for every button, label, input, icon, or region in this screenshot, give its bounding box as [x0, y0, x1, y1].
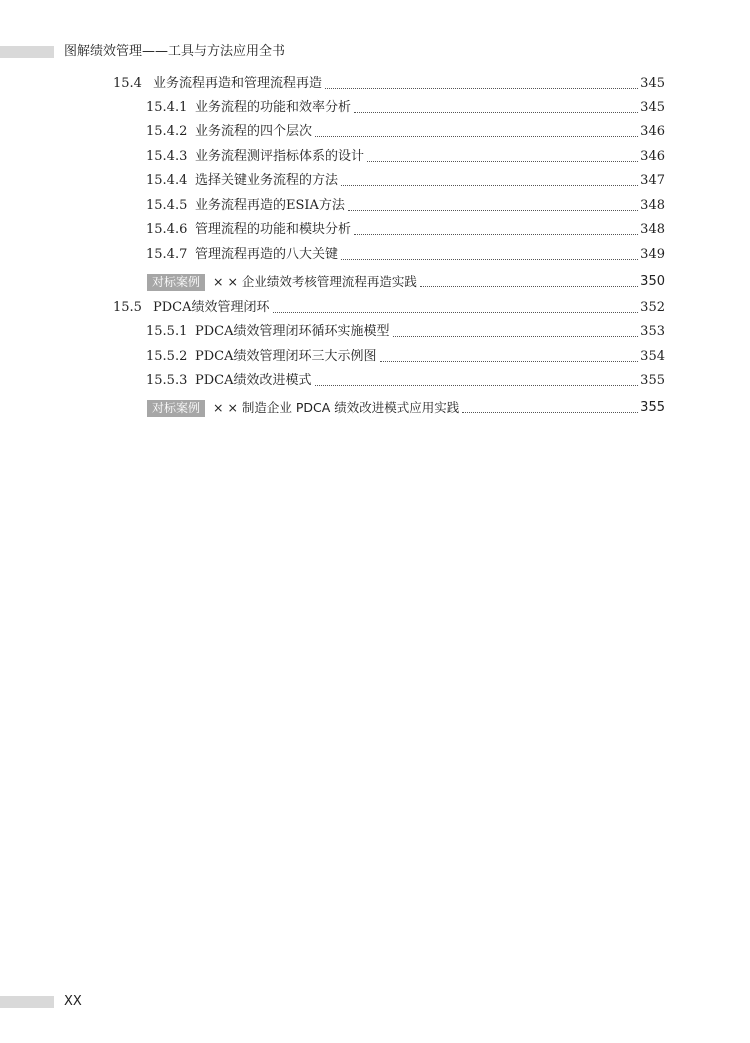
- case-badge: 对标案例: [147, 400, 205, 417]
- entry-title: PDCA绩效管理闭环循环实施模型: [195, 324, 390, 339]
- entry-number: 15.4.3: [146, 149, 188, 164]
- entry-title: PDCA绩效管理闭环三大示例图: [195, 349, 377, 364]
- entry-page: 345: [640, 76, 665, 91]
- entry-page: 345: [640, 100, 665, 115]
- dot-leader: [325, 87, 638, 89]
- entry-title: 业务流程的四个层次: [195, 124, 313, 139]
- entry-page: 346: [640, 149, 665, 164]
- dot-leader: [420, 285, 638, 287]
- entry-page: 347: [640, 173, 665, 188]
- entry-page: 349: [640, 247, 665, 262]
- toc-subsection-entry: [146, 322, 665, 342]
- header-gray-bar: [0, 46, 54, 58]
- entry-number: 15.4.2: [146, 124, 188, 139]
- entry-number: 15.5.3: [146, 373, 188, 388]
- toc-subsection-entry: [146, 196, 665, 216]
- entry-page: 353: [640, 324, 665, 339]
- entry-title: × × 企业绩效考核管理流程再造实践: [213, 274, 417, 289]
- toc-subsection-entry: [146, 371, 665, 391]
- entry-number: 15.5.2: [146, 349, 188, 364]
- running-footer: [0, 994, 750, 1012]
- toc-subsection-entry: [146, 147, 665, 167]
- entry-title: PDCA绩效管理闭环: [153, 300, 270, 315]
- entry-page: 346: [640, 124, 665, 139]
- toc-section-entry: [113, 298, 665, 318]
- entry-title: 业务流程再造的ESIA方法: [195, 198, 345, 213]
- book-title: 图解绩效管理——工具与方法应用全书: [64, 44, 286, 59]
- entry-title: 管理流程再造的八大关键: [195, 247, 339, 262]
- entry-page: 350: [640, 274, 665, 289]
- dot-leader: [348, 209, 638, 211]
- entry-number: 15.5.1: [146, 324, 188, 339]
- toc-subsection-entry: [146, 122, 665, 142]
- entry-page: 352: [640, 300, 665, 315]
- toc-subsection-entry: [146, 347, 665, 367]
- entry-number: 15.4.4: [146, 173, 188, 188]
- dot-leader: [462, 411, 638, 413]
- entry-page: 348: [640, 222, 665, 237]
- entry-number: 15.4.7: [146, 247, 188, 262]
- toc-case-entry: [147, 272, 665, 292]
- entry-page: 354: [640, 349, 665, 364]
- case-badge: 对标案例: [147, 274, 205, 291]
- toc-subsection-entry: [146, 245, 665, 265]
- dot-leader: [315, 384, 639, 386]
- entry-page: 348: [640, 198, 665, 213]
- entry-title: 选择关键业务流程的方法: [195, 173, 339, 188]
- entry-page: 355: [640, 373, 665, 388]
- entry-number: 15.4: [113, 76, 142, 91]
- dot-leader: [354, 233, 638, 235]
- dot-leader: [367, 160, 638, 162]
- entry-number: 15.4.6: [146, 222, 188, 237]
- dot-leader: [273, 311, 639, 313]
- dot-leader: [354, 111, 638, 113]
- toc-subsection-entry: [146, 220, 665, 240]
- toc-subsection-entry: [146, 98, 665, 118]
- footer-gray-bar: [0, 996, 54, 1008]
- entry-title: 管理流程的功能和模块分析: [195, 222, 352, 237]
- entry-number: 15.4.5: [146, 198, 188, 213]
- entry-number: 15.5: [113, 300, 142, 315]
- entry-page: 355: [640, 400, 665, 415]
- dot-leader: [315, 135, 638, 137]
- toc-subsection-entry: [146, 171, 665, 191]
- folio: XX: [64, 994, 82, 1009]
- entry-title: 业务流程的功能和效率分析: [195, 100, 352, 115]
- running-header: [0, 43, 750, 61]
- entry-title: × × 制造企业 PDCA 绩效改进模式应用实践: [213, 400, 460, 415]
- toc-case-entry: [147, 398, 665, 418]
- entry-title: 业务流程测评指标体系的设计: [195, 149, 365, 164]
- toc-section-entry: [113, 74, 665, 94]
- entry-title: 业务流程再造和管理流程再造: [153, 76, 323, 91]
- entry-number: 15.4.1: [146, 100, 188, 115]
- dot-leader: [380, 360, 639, 362]
- dot-leader: [341, 258, 638, 260]
- dot-leader: [341, 184, 638, 186]
- entry-title: PDCA绩效改进模式: [195, 373, 312, 388]
- dot-leader: [393, 335, 639, 337]
